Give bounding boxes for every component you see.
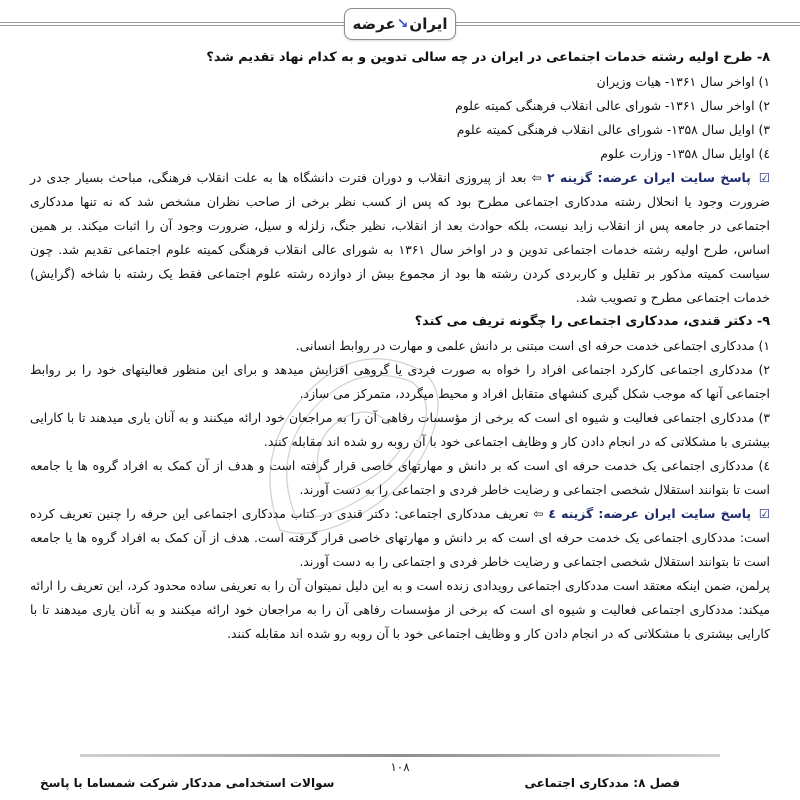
site-logo xyxy=(344,8,456,40)
question-8-option-2: ۲) اواخر سال ۱۳۶۱- شورای عالی انقلاب فرهنگی کمیته علوم xyxy=(455,98,770,113)
logo-text-iran: ایران xyxy=(409,15,448,33)
answer-explanation: بعد از پیروزی انقلاب و دوران فترت دانشگاه ها به علت انقلاب فرهنگی، مباحث بسیار جدی در ضرورت وجود یا انحلال رشته مددکاری اجتماعی مطرح بود که پس از کسب نظر برخی از صاحب نظران مشخص شد که نه تنها مددکاری اجتماعی در جامعه پس از انقلاب زاید نیست، بلکه حوادث بعد از انقلاب، نظیر جنگ، زلزله و سیل، ضرورت وجود آن را اثبات میکند. بر همین اساس، طرح اولیه رشته خدمات اجتماعی تدوین و در اواخر سال ۱۳۶۱ به شورای عالی انقلاب فرهنگی کمیته علوم اجتماعی تقدیم شد. چون سیاست کمیته مذکور بر تقلیل و کاربردی کردن رشته ها بود از مجموع بیش از دوازده رشته علوم اجتماعی فقط یک رشته با شاخه (گرایش) خدمات اجتماعی مطرح و تصویب شد. xyxy=(30,170,770,305)
page-header xyxy=(0,0,800,46)
question-8-title: ۸- طرح اولیه رشته خدمات اجتماعی در ایران در چه سالی تدوین و به کدام نهاد تقدیم شد؟ xyxy=(206,50,770,65)
question-9-option-1: ۱) مددکاری اجتماعی خدمت حرفه ای است مبتنی بر دانش علمی و مهارت در روابط انسانی. xyxy=(295,338,770,353)
answer-label: پاسخ سایت ایران عرضه: گزینه ٤ xyxy=(548,506,752,521)
answer-label: پاسخ سایت ایران عرضه: گزینه ۲ xyxy=(546,170,751,185)
footer-chapter: فصل ۸: مددکاری اجتماعی xyxy=(524,776,680,790)
logo-arrow-icon: ↘ xyxy=(396,16,409,32)
question-9-option-4: ٤) مددکاری اجتماعی یک خدمت حرفه ای است که بر دانش و مهارتهای خاصی قرار گرفته است و هدف از آن کمک به افراد گروه ها یا جامعه است تا بتوانند استقلال شخصی اجتماعی و رضایت خاطر فردی و اجتماعی را به دست آورند. xyxy=(30,458,770,497)
footer-rule xyxy=(80,754,720,757)
footer-book-title: سوالات استخدامی مددکار شرکت شمساما با پاسخ xyxy=(40,776,335,790)
question-9-extra-paragraph: پرلمن، ضمن اینکه معتقد است مددکاری اجتماعی رویدادی زنده است و به این دلیل نمیتوان آن را به تعریفی ساده محدود کرد، این تعریف را ارائه میکند: مددکاری اجتماعی فعالیت و شیوه ای است که برخی از مؤسسات رفاهی آن را به مراجعان خود ارائه میکنند و به آنان یاری میدهند تا با کارایی بیشتری با مشکلاتی که در انجام دادن کار و وظایف اجتماعی خود با آن روبه رو شده اند مقابله کنند. xyxy=(30,578,770,641)
question-8-option-1: ۱) اواخر سال ۱۳۶۱- هیات وزیران xyxy=(596,74,770,89)
question-8-option-4: ٤) اوایل سال ۱۳۵۸- وزارت علوم xyxy=(600,146,770,161)
arrow-left-icon: ⇦ xyxy=(531,170,542,185)
arrow-left-icon: ⇦ xyxy=(533,506,544,521)
question-9-option-3: ۳) مددکاری اجتماعی فعالیت و شیوه ای است که برخی از مؤسسات رفاهی آن را به مراجعان خود ارائه میکنند و به آنان یاری میدهند تا با کارایی بیشتری با مشکلاتی که در انجام دادن کار و وظایف اجتماعی خود با آن روبه رو شده اند مقابله کنند. xyxy=(30,410,770,449)
page-number: ۱۰۸ xyxy=(390,760,410,774)
checkbox-icon: ☑ xyxy=(758,506,770,521)
answer-explanation: تعریف مددکاری اجتماعی: دکتر قندی در کتاب مددکاری اجتماعی این حرفه را چنین تعریف کرده است: مددکاری اجتماعی یک خدمت حرفه ای است که بر دانش و مهارتهای خاصی قرار گرفته است. هدف از آن کمک به افراد گروه ها یا جامعه است تا بتوانند استقلال شخصی اجتماعی و رضایت خاطر فردی و اجتماعی را به دست آورند. xyxy=(30,506,770,569)
question-9-option-2: ۲) مددکاری اجتماعی کارکرد اجتماعی افراد را خواه به صورت فردی یا گروهی افزایش میدهد و برای این منظور فعالیتهای خود را بر روابط اجتماعی آنها که موجب شکل گیری کنشهای متقابل افراد و محیط میگردد، متمرکز می سازد. xyxy=(30,362,770,401)
checkbox-icon: ☑ xyxy=(758,170,770,185)
logo-text-arze: عرضه xyxy=(352,15,396,33)
question-9-answer xyxy=(30,502,770,574)
question-9-title: ۹- دکتر قندی، مددکاری اجتماعی را چگونه تریف می کند؟ xyxy=(414,314,770,329)
question-8-answer xyxy=(30,166,770,310)
question-8-option-3: ۳) اوایل سال ۱۳۵۸- شورای عالی انقلاب فرهنگی کمیته علوم xyxy=(456,122,770,137)
page-content xyxy=(30,46,770,646)
